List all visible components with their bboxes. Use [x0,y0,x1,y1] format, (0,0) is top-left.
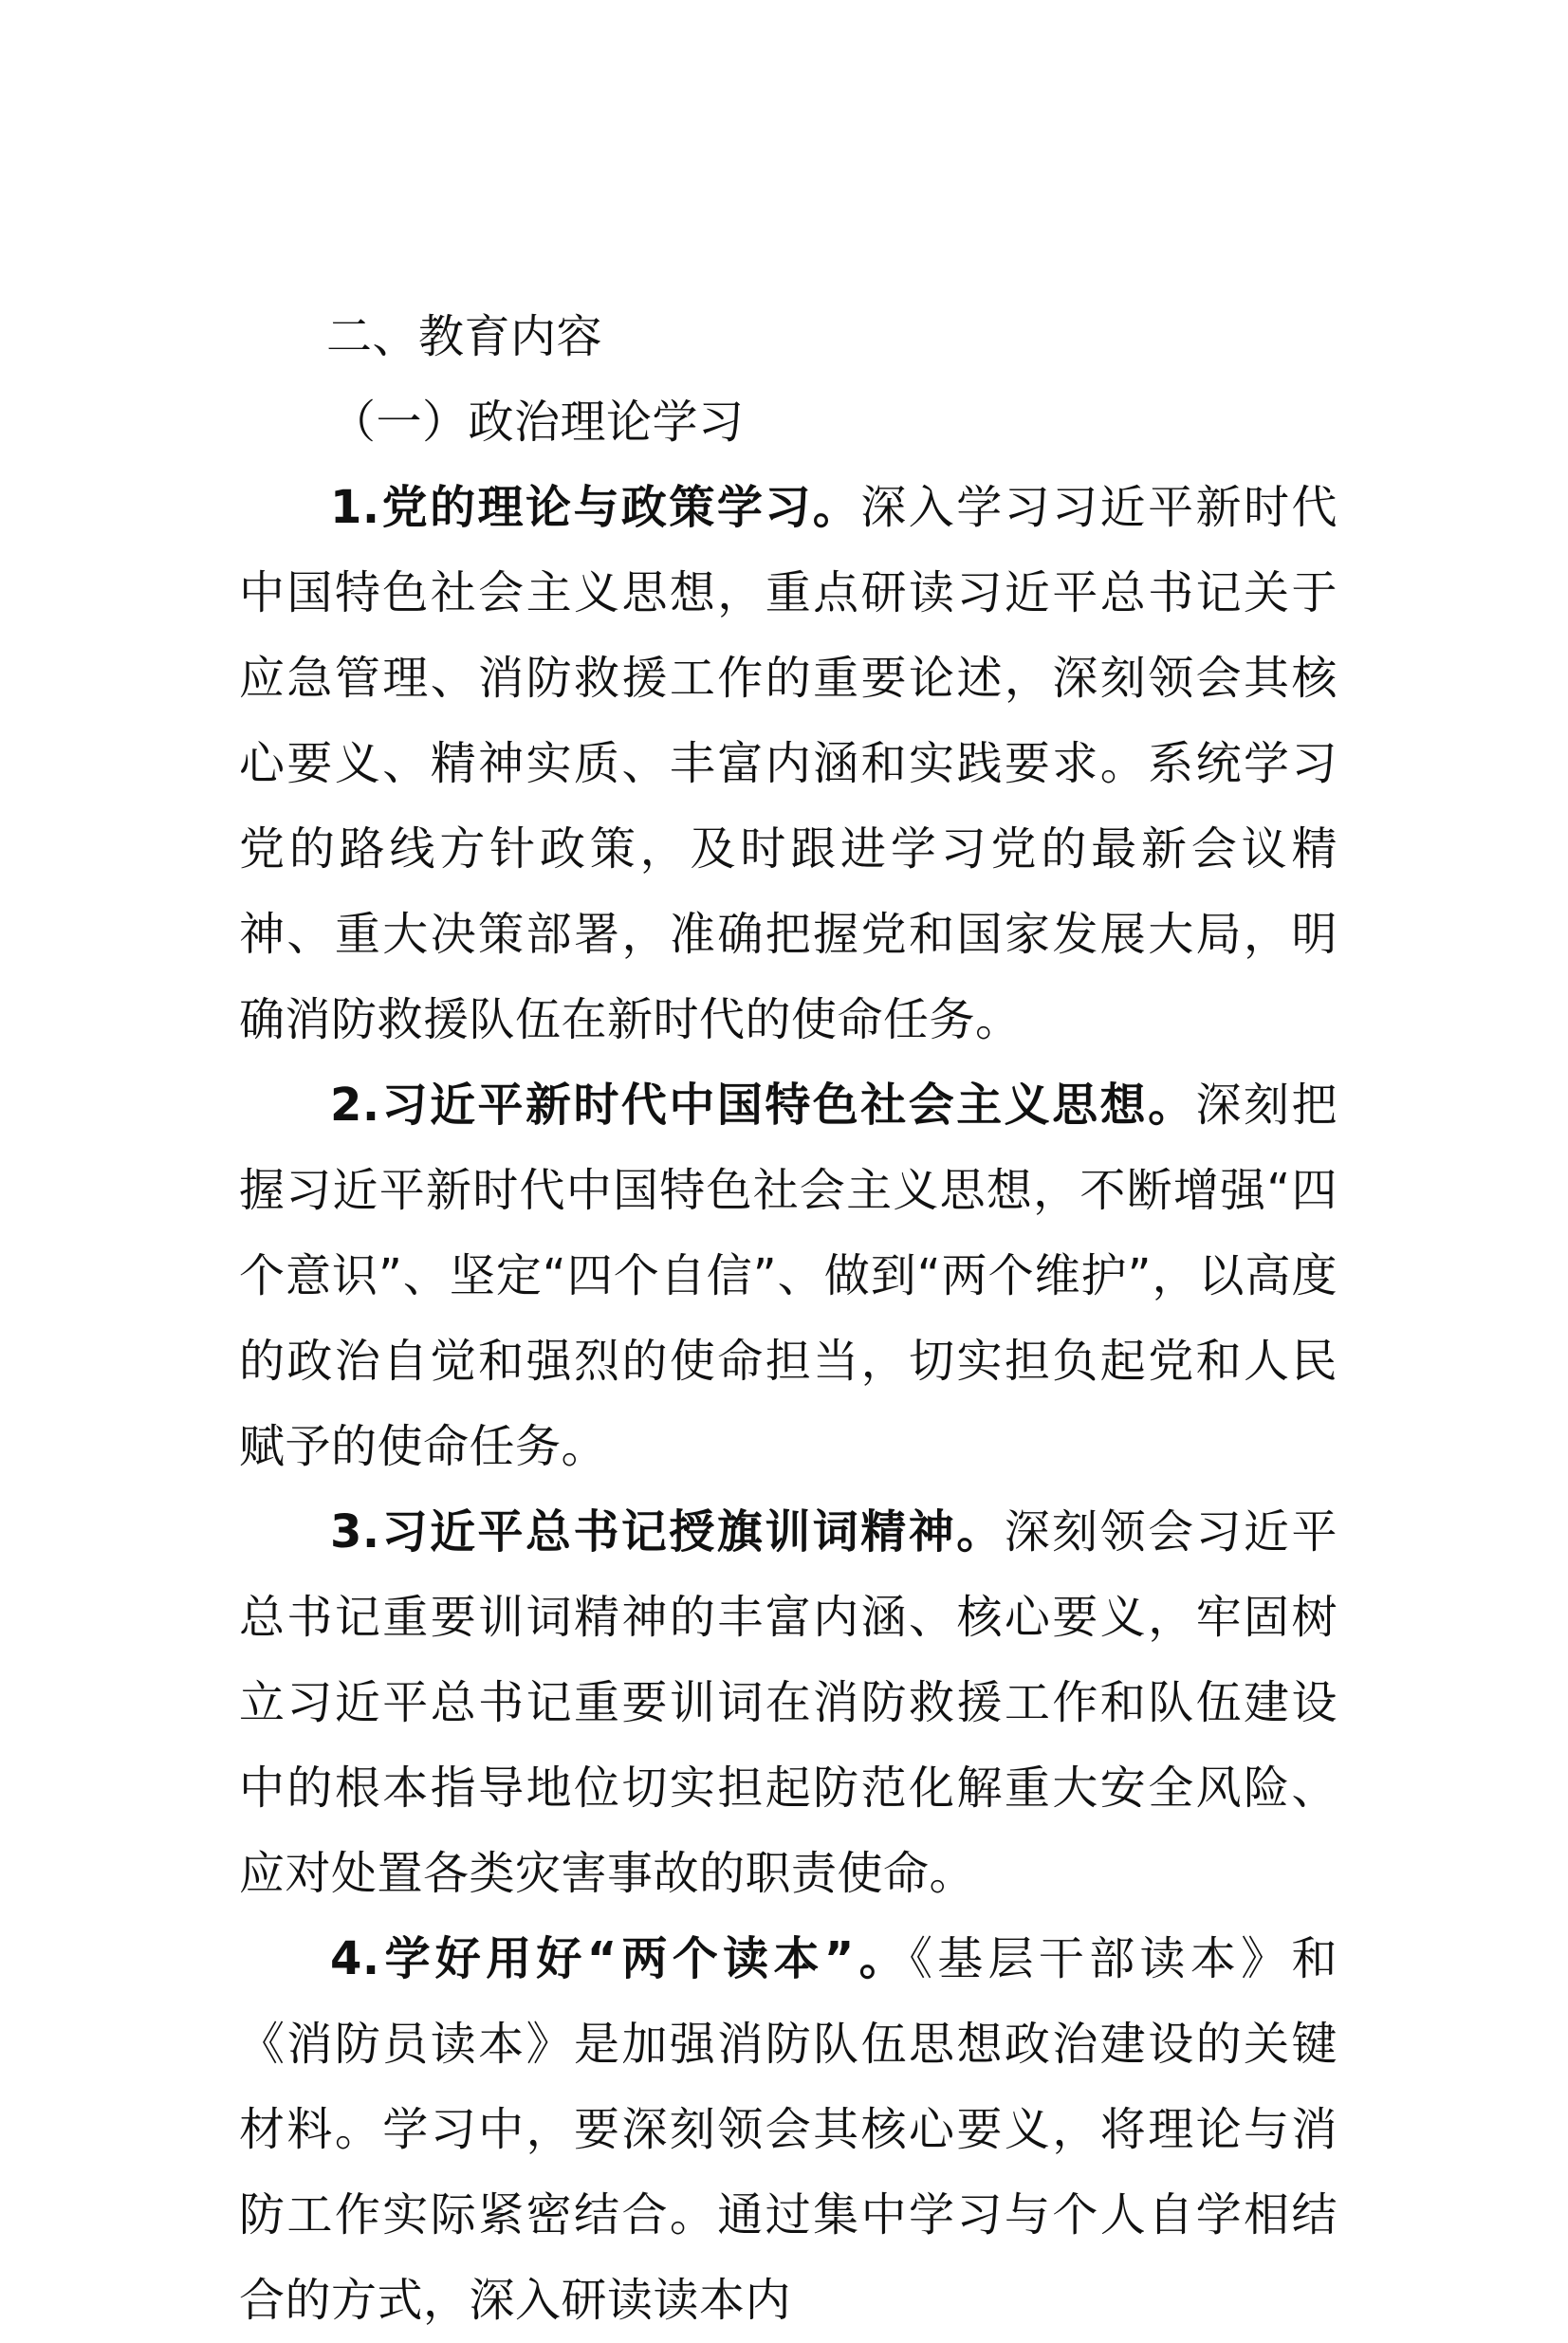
paragraph-3-lead: 3.习近平总书记授旗训词精神。 [330,1505,1005,1559]
subsection-title: （一）政治理论学习 [330,396,745,449]
paragraph-3 [239,1489,1337,1916]
paragraph-3-body: 深刻领会习近平总书记重要训词精神的丰富内涵、核心要义，牢固树立习近平总书记重要训词在消防救援工作和队伍建设中的根本指导地位切实担起防范化解重大安全风险、应对处置各类灾害事故的职责使命。 [239,1505,1337,1900]
section-title: 二、教育内容 [326,310,603,363]
paragraph-4-body: 《基层干部读本》和《消防员读本》是加强消防队伍思想政治建设的关键材料。学习中，要深刻领会其核心要义，将理论与消防工作实际紧密结合。通过集中学习与个人自学相结合的方式，深入研读读本内 [239,1932,1337,2327]
paragraph-1-body: 深入学习习近平新时代中国特色社会主义思想，重点研读习近平总书记关于应急管理、消防救援工作的重要论述，深刻领会其核心要义、精神实质、丰富内涵和实践要求。系统学习党的路线方针政策，及时跟进学习党的最新会议精神、重大决策部署，准确把握党和国家发展大局，明确消防救援队伍在新时代的使命任务。 [239,481,1337,1046]
document-body [239,294,1337,2343]
paragraph-4-lead: 4.学好用好“两个读本”。 [330,1932,910,1985]
paragraph-1-lead: 1.党的理论与政策学习。 [330,481,861,534]
paragraph-1 [239,465,1337,1062]
paragraph-2-lead: 2.习近平新时代中国特色社会主义思想。 [330,1079,1196,1132]
paragraph-2-body: 深刻把握习近平新时代中国特色社会主义思想，不断增强“四个意识”、坚定“四个自信”、做到“两个维护”，以高度的政治自觉和强烈的使命担当，切实担负起党和人民赋予的使命任务。 [239,1079,1337,1473]
paragraph-2 [239,1062,1337,1489]
paragraph-4 [239,1916,1337,2343]
